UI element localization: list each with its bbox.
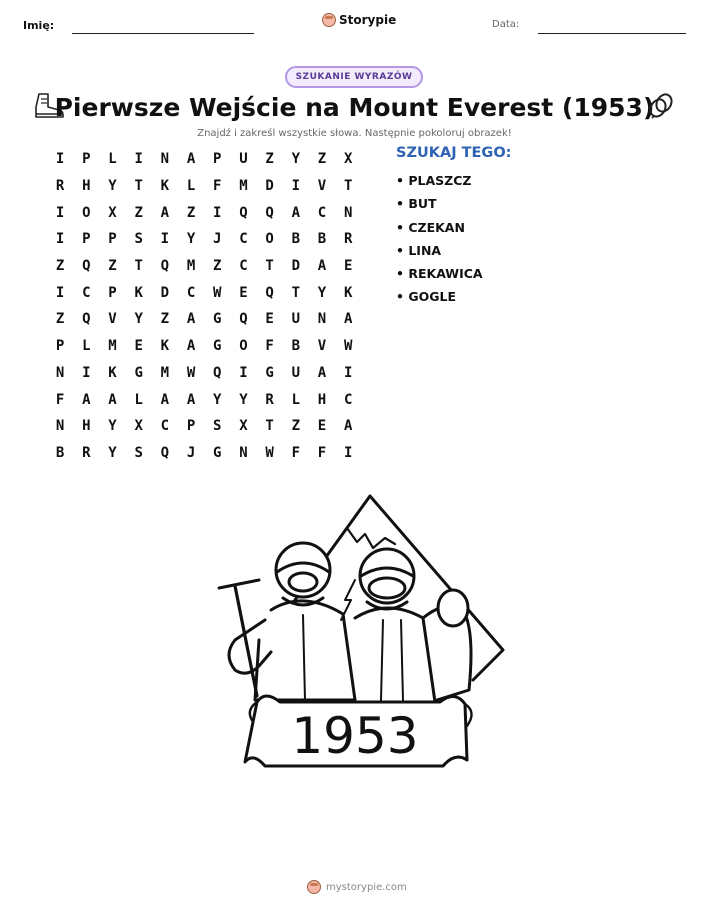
grid-letter[interactable]: B — [291, 231, 300, 248]
grid-row — [47, 306, 361, 333]
grid-row — [47, 226, 361, 253]
grid-row — [47, 360, 361, 387]
word-list-item: • LINA — [396, 242, 442, 258]
grid-letter[interactable]: I — [343, 444, 353, 461]
word-list — [396, 172, 483, 312]
banner-year: 1953 — [291, 707, 419, 765]
grid-letter[interactable]: Z — [265, 151, 274, 168]
grid-letter[interactable]: X — [343, 151, 353, 168]
grid-row — [47, 199, 361, 226]
grid-letter[interactable]: A — [186, 338, 196, 355]
rope-icon — [647, 91, 675, 121]
grid-letter[interactable]: P — [108, 231, 117, 248]
grid-letter[interactable]: Q — [265, 284, 274, 301]
grid-row — [47, 279, 361, 306]
grid-letter[interactable]: P — [55, 338, 65, 355]
grid-letter[interactable]: A — [186, 151, 196, 168]
grid-letter[interactable]: Y — [186, 231, 196, 248]
grid-letter[interactable]: X — [239, 418, 248, 435]
grid-letter[interactable]: T — [291, 284, 300, 301]
grid-letter[interactable]: Y — [108, 178, 117, 195]
grid-letter[interactable]: I — [160, 231, 170, 248]
grid-letter[interactable]: D — [265, 178, 274, 195]
grid-letter[interactable]: Z — [134, 204, 143, 221]
grid-letter[interactable]: F — [291, 444, 300, 461]
word-search-grid — [47, 146, 361, 466]
grid-letter[interactable]: I — [213, 204, 222, 221]
grid-letter[interactable]: Q — [82, 258, 91, 275]
grid-letter[interactable]: E — [343, 258, 353, 275]
grid-letter[interactable]: L — [108, 151, 117, 168]
grid-letter[interactable]: C — [239, 231, 248, 248]
grid-letter[interactable]: R — [55, 178, 65, 195]
grid-letter[interactable]: T — [265, 258, 274, 275]
grid-letter[interactable]: J — [186, 444, 196, 461]
grid-letter[interactable]: M — [239, 178, 248, 195]
grid-letter[interactable]: B — [55, 444, 65, 461]
word-list-item: • BUT — [396, 196, 437, 212]
grid-letter[interactable]: Q — [239, 311, 248, 328]
grid-letter[interactable]: G — [213, 338, 222, 355]
grid-letter[interactable]: D — [160, 284, 170, 301]
grid-letter[interactable]: Y — [317, 284, 327, 301]
grid-letter[interactable]: U — [291, 311, 300, 328]
grid-letter[interactable]: Z — [317, 151, 327, 168]
grid-letter[interactable]: Q — [265, 204, 274, 221]
name-label: Imię: — [23, 19, 55, 32]
date-field-line[interactable] — [538, 33, 686, 34]
grid-letter[interactable]: M — [160, 364, 170, 381]
grid-row — [47, 413, 361, 440]
grid-letter[interactable]: S — [134, 231, 143, 248]
grid-letter[interactable]: H — [82, 178, 91, 195]
grid-letter[interactable]: T — [343, 178, 353, 195]
grid-letter[interactable]: Y — [134, 311, 143, 328]
grid-letter[interactable]: P — [108, 284, 117, 301]
grid-letter[interactable]: Q — [213, 364, 222, 381]
grid-letter[interactable]: Y — [291, 151, 300, 168]
grid-letter[interactable]: S — [213, 418, 222, 435]
grid-letter[interactable]: P — [186, 418, 196, 435]
grid-letter[interactable]: Z — [55, 258, 65, 275]
grid-letter[interactable]: N — [55, 364, 65, 381]
grid-letter[interactable]: F — [317, 444, 327, 461]
grid-letter[interactable]: V — [317, 338, 327, 355]
grid-letter[interactable]: J — [213, 231, 222, 248]
grid-letter[interactable]: A — [186, 391, 196, 408]
grid-letter[interactable]: Z — [108, 258, 117, 275]
grid-letter[interactable]: U — [291, 364, 300, 381]
grid-letter[interactable]: A — [108, 391, 117, 408]
word-list-item: • CZEKAN — [396, 219, 465, 235]
grid-letter[interactable]: Y — [108, 418, 117, 435]
grid-letter[interactable]: Z — [291, 418, 300, 435]
word-list-item: • PLASZCZ — [396, 173, 472, 188]
grid-letter[interactable]: Q — [239, 204, 248, 221]
grid-letter[interactable]: I — [343, 364, 353, 381]
grid-letter[interactable]: B — [291, 338, 300, 355]
grid-letter[interactable]: Q — [160, 444, 170, 461]
grid-letter[interactable]: A — [291, 204, 300, 221]
grid-letter[interactable]: W — [343, 338, 353, 355]
grid-letter[interactable]: Z — [160, 311, 170, 328]
grid-letter[interactable]: C — [160, 418, 170, 435]
grid-letter[interactable]: A — [160, 204, 170, 221]
grid-letter[interactable]: S — [134, 444, 143, 461]
grid-letter[interactable]: X — [108, 204, 117, 221]
grid-letter[interactable]: L — [82, 338, 91, 355]
grid-letter[interactable]: K — [343, 284, 353, 301]
grid-letter[interactable]: L — [291, 391, 300, 408]
grid-letter[interactable]: F — [55, 391, 65, 408]
grid-letter[interactable]: W — [186, 364, 196, 381]
grid-letter[interactable]: C — [82, 284, 91, 301]
grid-row — [47, 386, 361, 413]
grid-letter[interactable]: A — [343, 418, 353, 435]
grid-letter[interactable]: Q — [160, 258, 170, 275]
grid-letter[interactable]: K — [160, 338, 170, 355]
storypie-logo — [322, 13, 396, 27]
grid-letter[interactable]: Z — [186, 204, 196, 221]
grid-letter[interactable]: N — [239, 444, 248, 461]
grid-letter[interactable]: M — [108, 338, 117, 355]
grid-letter[interactable]: N — [160, 151, 170, 168]
grid-letter[interactable]: G — [213, 444, 222, 461]
grid-letter[interactable]: L — [186, 178, 196, 195]
grid-letter[interactable]: I — [82, 364, 91, 381]
activity-badge: SZUKANIE WYRAZÓW — [285, 66, 423, 88]
grid-letter[interactable]: O — [82, 204, 91, 221]
grid-letter[interactable]: G — [213, 311, 222, 328]
grid-letter[interactable]: H — [82, 418, 91, 435]
grid-row — [47, 333, 361, 360]
grid-letter[interactable]: V — [317, 178, 327, 195]
word-list-title: SZUKAJ TEGO: — [396, 145, 512, 161]
grid-letter[interactable]: O — [265, 231, 274, 248]
grid-letter[interactable]: A — [343, 311, 353, 328]
footer — [307, 880, 407, 894]
grid-letter[interactable]: E — [134, 338, 143, 355]
grid-letter[interactable]: F — [213, 178, 222, 195]
grid-letter[interactable]: G — [265, 364, 274, 381]
name-field-line[interactable] — [72, 33, 254, 34]
grid-letter[interactable]: P — [82, 231, 91, 248]
grid-letter[interactable]: I — [55, 204, 65, 221]
grid-letter[interactable]: W — [213, 284, 222, 301]
grid-letter[interactable]: K — [134, 284, 143, 301]
grid-letter[interactable]: K — [160, 178, 170, 195]
word-list-item: • GOGLE — [396, 289, 456, 305]
everest-climbers-illustration — [205, 490, 505, 780]
grid-letter[interactable]: A — [160, 391, 170, 408]
grid-letter[interactable]: O — [239, 338, 248, 355]
grid-letter[interactable]: I — [239, 364, 248, 381]
grid-letter[interactable]: I — [55, 284, 65, 301]
grid-letter[interactable]: P — [82, 151, 91, 168]
grid-letter[interactable]: I — [55, 231, 65, 248]
grid-letter[interactable]: A — [186, 311, 196, 328]
grid-letter[interactable]: U — [239, 151, 248, 168]
grid-letter[interactable]: A — [317, 364, 327, 381]
grid-letter[interactable]: D — [291, 258, 300, 275]
date-label: Data: — [492, 19, 520, 30]
grid-letter[interactable]: Y — [239, 391, 248, 408]
grid-letter[interactable]: C — [343, 391, 353, 408]
grid-letter[interactable]: G — [134, 364, 143, 381]
grid-letter[interactable]: I — [291, 178, 300, 195]
grid-letter[interactable]: R — [265, 391, 274, 408]
grid-letter[interactable]: K — [108, 364, 117, 381]
grid-letter[interactable]: T — [134, 258, 143, 275]
grid-letter[interactable]: R — [82, 444, 91, 461]
grid-letter[interactable]: V — [108, 311, 117, 328]
grid-letter[interactable]: N — [317, 311, 327, 328]
grid-row — [47, 146, 361, 173]
grid-letter[interactable]: A — [82, 391, 91, 408]
pie-face-icon — [307, 880, 321, 894]
grid-letter[interactable]: E — [265, 311, 274, 328]
grid-letter[interactable]: C — [317, 204, 327, 221]
grid-letter[interactable]: C — [239, 258, 248, 275]
footer-text[interactable]: mystorypie.com — [326, 881, 407, 893]
grid-letter[interactable]: P — [213, 151, 222, 168]
grid-letter[interactable]: M — [186, 258, 196, 275]
grid-row — [47, 440, 361, 467]
grid-letter[interactable]: Z — [55, 311, 65, 328]
grid-letter[interactable]: E — [317, 418, 327, 435]
grid-letter[interactable]: B — [317, 231, 327, 248]
grid-letter[interactable]: T — [134, 178, 143, 195]
grid-letter[interactable]: L — [134, 391, 143, 408]
logo-text: Storypie — [339, 13, 397, 27]
grid-letter[interactable]: T — [265, 418, 274, 435]
grid-letter[interactable]: A — [317, 258, 327, 275]
grid-row — [47, 173, 361, 200]
grid-letter[interactable]: Q — [82, 311, 91, 328]
grid-letter[interactable]: X — [134, 418, 143, 435]
word-list-item: • REKAWICA — [396, 266, 483, 282]
grid-letter[interactable]: Y — [213, 391, 222, 408]
grid-letter[interactable]: N — [343, 204, 353, 221]
grid-letter[interactable]: E — [239, 284, 248, 301]
grid-letter[interactable]: R — [343, 231, 353, 248]
grid-letter[interactable]: I — [55, 151, 65, 168]
grid-letter[interactable]: C — [186, 284, 196, 301]
pie-face-icon — [322, 13, 336, 27]
grid-letter[interactable]: Z — [213, 258, 222, 275]
page-title: Pierwsze Wejście na Mount Everest (1953) — [54, 93, 655, 122]
grid-letter[interactable]: I — [134, 151, 143, 168]
grid-letter[interactable]: F — [265, 338, 274, 355]
grid-row — [47, 253, 361, 280]
grid-letter[interactable]: N — [55, 418, 65, 435]
grid-letter[interactable]: W — [265, 444, 274, 461]
instructions: Znajdź i zakreśl wszystkie słowa. Następnie pokoloruj obrazek! — [197, 128, 512, 139]
grid-letter[interactable]: Y — [108, 444, 117, 461]
grid-letter[interactable]: H — [317, 391, 327, 408]
